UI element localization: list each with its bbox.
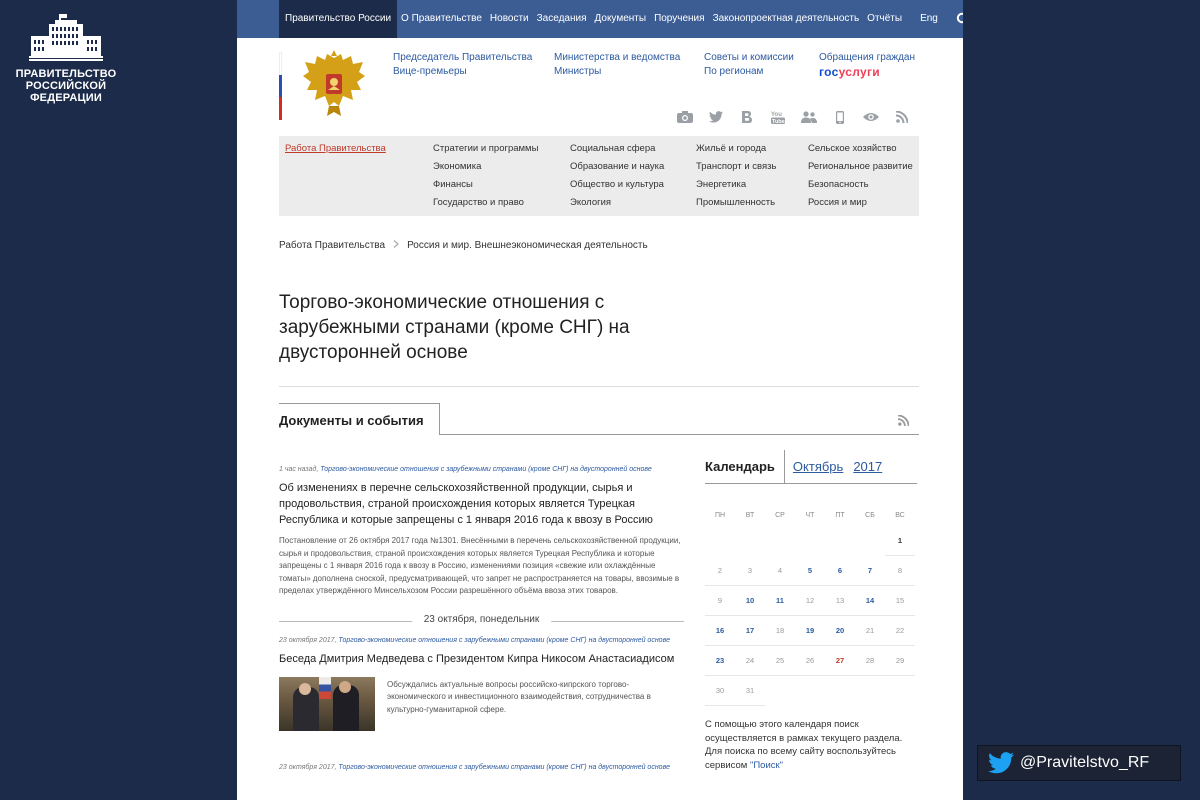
rss-icon[interactable] (894, 110, 910, 124)
category-security[interactable]: Безопасность (808, 179, 869, 190)
calendar-day: 18 (765, 616, 795, 646)
calendar-day[interactable]: 19 (795, 616, 825, 646)
calendar-day: 22 (885, 616, 915, 646)
rss-icon[interactable] (898, 413, 909, 431)
weekday-label: ЧТ (805, 512, 815, 519)
camera-icon[interactable] (677, 110, 693, 124)
nav-news[interactable]: Новости (489, 13, 529, 24)
calendar-day[interactable]: 11 (765, 586, 795, 616)
header-links-col4 (819, 51, 915, 79)
news-category-link[interactable]: Торгово-экономические отношения с зарубежными странами (кроме СНГ) на двусторонней основе (338, 636, 670, 644)
calendar-week (705, 646, 915, 676)
calendar-day[interactable]: 10 (735, 586, 765, 616)
youtube-icon[interactable] (770, 110, 786, 124)
calendar-day: 25 (765, 646, 795, 676)
news-category-link[interactable]: Торгово-экономические отношения с зарубежными странами (кроме СНГ) на двусторонней основе (338, 763, 670, 771)
tab-documents-events[interactable]: Документы и события (279, 403, 440, 435)
calendar-day: 12 (795, 586, 825, 616)
category-russia-world[interactable]: Россия и мир (808, 197, 867, 208)
calendar-empty-cell (705, 526, 735, 556)
calendar-day: 2 (705, 556, 735, 586)
government-building-icon (29, 14, 103, 62)
nav-about[interactable]: О Правительстве (401, 13, 482, 24)
calendar-day[interactable]: 17 (735, 616, 765, 646)
news-meta: 23 октября 2017, Торгово-экономические отношения с зарубежными странами (кроме СНГ) на двусторонней основе (279, 636, 670, 644)
calendar-note: С помощью этого календаря поиск осуществляется в рамках текущего раздела. Для поиска по всему сайту воспользуйтесь сервисом "Поиск" (705, 719, 903, 771)
calendar-grid (705, 506, 915, 706)
vk-icon[interactable] (739, 110, 755, 124)
calendar-week (705, 586, 915, 616)
category-regional[interactable]: Региональное развитие (808, 161, 913, 172)
link-ministers[interactable]: Министры (554, 66, 602, 77)
language-switch[interactable]: Eng (920, 13, 938, 24)
category-energy[interactable]: Энергетика (696, 179, 747, 190)
twitter-icon[interactable] (708, 110, 724, 124)
link-appeals[interactable]: Обращения граждан (819, 52, 915, 63)
users-icon[interactable] (801, 110, 817, 124)
calendar-day: 26 (795, 646, 825, 676)
link-chairman[interactable]: Председатель Правительства (393, 52, 533, 63)
weekday-label: СР (775, 512, 785, 519)
category-finance[interactable]: Финансы (433, 179, 473, 190)
news-title[interactable]: Беседа Дмитрия Медведева с Президентом Кипра Никосом Анастасиадисом (279, 652, 675, 665)
tricolor-bar (279, 52, 282, 120)
news-photo[interactable] (279, 677, 375, 731)
divider (279, 386, 919, 387)
social-links (677, 110, 910, 124)
category-transport[interactable]: Транспорт и связь (696, 161, 777, 172)
calendar-header (705, 450, 917, 484)
category-menu (279, 136, 919, 216)
top-navigation (237, 0, 963, 38)
calendar-year-select[interactable]: 2017 (853, 459, 883, 474)
category-industry[interactable]: Промышленность (696, 197, 776, 208)
calendar-day: 1 (885, 526, 915, 556)
calendar-day[interactable]: 20 (825, 616, 855, 646)
calendar-day[interactable]: 27 (825, 646, 855, 676)
calendar-day: 9 (705, 586, 735, 616)
category-agriculture[interactable]: Сельское хозяйство (808, 143, 897, 154)
news-item (279, 465, 684, 598)
nav-reports[interactable]: Отчёты (867, 13, 903, 24)
nav-meetings[interactable]: Заседания (536, 13, 587, 24)
nav-instructions[interactable]: Поручения (654, 13, 705, 24)
category-state-law[interactable]: Государство и право (433, 197, 524, 208)
calendar-day: 30 (705, 676, 735, 706)
category-ecology[interactable]: Экология (570, 197, 612, 208)
nav-documents[interactable]: Документы (594, 13, 647, 24)
link-councils[interactable]: Советы и комиссии (704, 52, 794, 63)
calendar-day: 15 (885, 586, 915, 616)
category-education[interactable]: Образование и наука (570, 161, 665, 172)
twitter-badge[interactable] (977, 745, 1181, 781)
svg-text:Tube: Tube (772, 118, 785, 124)
main-page (237, 0, 963, 800)
news-meta: 1 час назад, Торгово-экономические отношения с зарубежными странами (кроме СНГ) на двусторонней основе (279, 466, 652, 473)
calendar-day[interactable]: 23 (705, 646, 735, 676)
weekday-label: ВТ (745, 512, 755, 519)
category-economy[interactable]: Экономика (433, 161, 482, 172)
link-vice-premiers[interactable]: Вице-премьеры (393, 66, 467, 77)
calendar-empty-cell (825, 676, 855, 706)
section-tabs (279, 403, 919, 435)
calendar-day[interactable]: 7 (855, 556, 885, 586)
calendar-week (705, 556, 915, 586)
calendar-empty-cell (795, 676, 825, 706)
calendar-label: Календарь (705, 450, 785, 484)
news-list (279, 465, 684, 772)
calendar (705, 450, 917, 772)
calendar-day[interactable]: 16 (705, 616, 735, 646)
calendar-week (705, 526, 915, 556)
weekday-label: ВС (895, 512, 905, 519)
nav-legislation[interactable]: Законопроектная деятельность (712, 13, 860, 24)
news-description: Постановление от 26 октября 2017 года №1301. Внесёнными в перечень сельскохозяйственной продукции, сырья и продовольствия, страной происхождения которых является Турецкая Республика и которые запрещены с 1 января 2016 года к ввозу в Россию, изменениями позиция «свежие или охлаждённые томаты» дополнена сноской, предусматривающей, что запрет не распространяется на товары, ввозимые в пределах утверждённого Минсельхозом России разрешённого объёма ввоза этих товаров. (279, 536, 681, 595)
calendar-empty-cell (795, 526, 825, 556)
news-item (279, 636, 684, 731)
government-logo[interactable] (14, 14, 118, 104)
calendar-empty-cell (825, 526, 855, 556)
calendar-day: 24 (735, 646, 765, 676)
gov-name-line2: РОССИЙСКОЙ (25, 80, 107, 92)
calendar-day: 29 (885, 646, 915, 676)
calendar-day: 31 (735, 676, 765, 706)
calendar-day[interactable]: 14 (855, 586, 885, 616)
news-description: Обсуждались актуальные вопросы российско-кипрского торгово-экономического и инвестиционного взаимодействия, сотрудничества в культурно-гуманитарной сфере. (387, 679, 651, 714)
calendar-empty-cell (855, 526, 885, 556)
search-service-link[interactable]: "Поиск" (749, 759, 784, 771)
gov-name-line3: ФЕДЕРАЦИИ (30, 92, 102, 104)
calendar-week (705, 616, 915, 646)
header-links-col2 (554, 51, 680, 79)
breadcrumb-item-2[interactable]: Россия и мир. Внешнеэкономическая деятельность (407, 240, 648, 251)
link-ministries[interactable]: Министерства и ведомства (554, 52, 681, 63)
news-title[interactable]: Об изменениях в перечне сельскохозяйственной продукции, сырья и продовольствия, страной происхождения которых является Турецкая Республика и которые запрещены с 1 января 2016 года к ввозу в Россию (279, 482, 653, 526)
weekday-label: СБ (865, 512, 875, 519)
weekday-label: ПТ (835, 512, 845, 519)
calendar-day: 28 (855, 646, 885, 676)
category-culture[interactable]: Общество и культура (570, 179, 664, 190)
calendar-empty-cell (765, 676, 795, 706)
calendar-week (705, 676, 915, 706)
gosuslugi-logo[interactable]: госуслуги (819, 65, 880, 79)
calendar-empty-cell (735, 526, 765, 556)
news-category-link[interactable]: Торгово-экономические отношения с зарубежными странами (кроме СНГ) на двусторонней основе (320, 466, 652, 473)
calendar-day[interactable]: 6 (825, 556, 855, 586)
category-social[interactable]: Социальная сфера (570, 143, 656, 154)
calendar-weekdays (705, 506, 915, 526)
category-government-work[interactable]: Работа Правительства (285, 143, 386, 154)
calendar-day: 21 (855, 616, 885, 646)
header-links-col3 (704, 51, 794, 79)
category-strategies[interactable]: Стратегии и программы (433, 143, 539, 154)
coat-of-arms-icon[interactable] (299, 50, 369, 122)
date-separator: 23 октября, понедельник (279, 614, 684, 628)
breadcrumb-item-1[interactable]: Работа Правительства (279, 240, 386, 251)
calendar-day: 4 (765, 556, 795, 586)
news-meta: 23 октября 2017, Торгово-экономические отношения с зарубежными странами (кроме СНГ) на двусторонней основе (279, 763, 670, 771)
calendar-day: 8 (885, 556, 915, 586)
calendar-empty-cell (885, 676, 915, 706)
nav-government-russia[interactable]: Правительство России (279, 0, 397, 38)
calendar-empty-cell (765, 526, 795, 556)
calendar-empty-cell (855, 676, 885, 706)
calendar-month-select[interactable]: Октябрь (792, 459, 844, 474)
search-icon[interactable] (956, 12, 963, 26)
page-title: Торгово-экономические отношения с зарубежными странами (кроме СНГ) на двусторонней основе (279, 292, 630, 363)
twitter-bird-icon (988, 752, 1014, 774)
site-header (237, 38, 963, 136)
weekday-label: ПН (714, 512, 726, 519)
svg-text:You: You (771, 112, 782, 118)
calendar-day[interactable]: 5 (795, 556, 825, 586)
breadcrumb (279, 240, 648, 251)
header-links-col1 (393, 51, 532, 79)
link-regions[interactable]: По регионам (704, 66, 764, 77)
gov-name-line1: ПРАВИТЕЛЬСТВО (15, 68, 117, 80)
news-item (279, 763, 684, 772)
twitter-handle: @Pravitelstvo_RF (1020, 754, 1150, 771)
category-housing[interactable]: Жильё и города (696, 143, 767, 154)
eye-icon[interactable] (863, 110, 879, 124)
calendar-day: 3 (735, 556, 765, 586)
calendar-day: 13 (825, 586, 855, 616)
mobile-icon[interactable] (832, 110, 848, 124)
chevron-right-icon (393, 240, 399, 251)
